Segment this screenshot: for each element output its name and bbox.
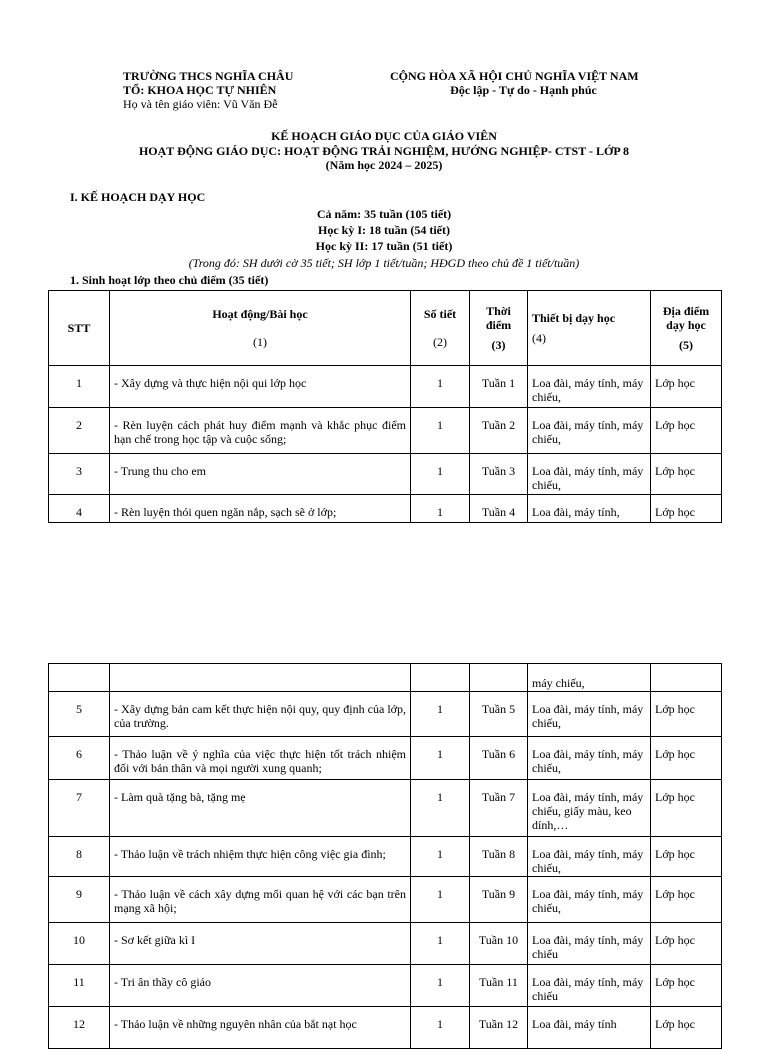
table-row: [49, 780, 722, 837]
cell-place: Lớp học: [651, 965, 722, 1007]
table-row: [49, 692, 722, 737]
header-place: Địa điểm dạy học (5): [651, 291, 722, 366]
term1-summary: Học kỳ I: 18 tuần (54 tiết): [318, 223, 450, 237]
cell-periods: 1: [411, 366, 470, 408]
year-summary: Cả năm: 35 tuần (105 tiết): [316, 207, 452, 221]
cell-equipment: Loa đài, máy tính, máy chiếu,: [528, 454, 651, 495]
teacher-name: Họ và tên giáo viên: Vũ Văn Đễ: [123, 97, 278, 111]
cell-time: Tuần 8: [470, 837, 528, 877]
cell-place: Lớp học: [651, 737, 722, 780]
cell-stt: 6: [49, 737, 110, 780]
cell-time: Tuần 5: [470, 692, 528, 737]
cell-equipment: Loa đài, máy tính, máy chiếu: [528, 965, 651, 1007]
cell-equipment: Loa đài, máy tính: [528, 1007, 651, 1049]
cell-time: Tuần 11: [470, 965, 528, 1007]
cell-time: Tuần 2: [470, 408, 528, 454]
nation-title: CỘNG HÒA XÃ HỘI CHỦ NGHĨA VIỆT NAM: [390, 69, 639, 83]
cell-place: Lớp học: [651, 837, 722, 877]
cell-stt: 11: [49, 965, 110, 1007]
department-name: TỔ: KHOA HỌC TỰ NHIÊN: [123, 83, 277, 97]
table-row: [49, 366, 722, 408]
cell-place: Lớp học: [651, 366, 722, 408]
cell-equipment: Loa đài, máy tính, máy chiếu,: [528, 692, 651, 737]
cell-time: Tuần 7: [470, 780, 528, 837]
cell-stt: 7: [49, 780, 110, 837]
cell-time: Tuần 9: [470, 877, 528, 923]
plan-table-page1: [48, 290, 722, 523]
cell-periods: 1: [411, 877, 470, 923]
cell-periods: 1: [411, 454, 470, 495]
cell-stt: 10: [49, 923, 110, 965]
cell-activity: - Thảo luận về trách nhiệm thực hiện công việc gia đình;: [110, 837, 411, 877]
table-row: [49, 877, 722, 923]
table-row: [49, 1007, 722, 1049]
motto: Độc lập - Tự do - Hạnh phúc: [450, 83, 597, 97]
cell-equipment: máy chiếu,: [528, 664, 651, 692]
table-row-continuation: [49, 664, 722, 692]
header-stt: STT: [49, 291, 110, 366]
cell-stt: 12: [49, 1007, 110, 1049]
cell-activity: - Tri ân thầy cô giáo: [110, 965, 411, 1007]
cell-periods: 1: [411, 408, 470, 454]
cell-equipment: Loa đài, máy tính, máy chiếu,: [528, 366, 651, 408]
header-activity: Hoạt động/Bài học (1): [110, 291, 411, 366]
doc-title-line3: (Năm học 2024 – 2025): [325, 158, 443, 172]
cell-place: Lớp học: [651, 495, 722, 523]
cell-equipment: Loa đài, máy tính, máy chiếu,: [528, 737, 651, 780]
term2-summary: Học kỳ II: 17 tuần (51 tiết): [315, 239, 453, 253]
cell-stt: 8: [49, 837, 110, 877]
section-heading: I. KẾ HOẠCH DẠY HỌC: [70, 190, 206, 204]
cell-place: Lớp học: [651, 692, 722, 737]
header-time: Thời điểm (3): [470, 291, 528, 366]
table-row: [49, 837, 722, 877]
plan-table-page2: [48, 663, 722, 1049]
cell-place: Lớp học: [651, 877, 722, 923]
cell-equipment: Loa đài, máy tính, máy chiếu,: [528, 408, 651, 454]
cell-equipment: Loa đài, máy tính, máy chiếu, giấy màu, keo dính,…: [528, 780, 651, 837]
cell-place: Lớp học: [651, 408, 722, 454]
cell-stt: 5: [49, 692, 110, 737]
cell-activity: - Xây dựng bản cam kết thực hiện nội quy, quy định của lớp, của trường.: [110, 692, 411, 737]
cell-time: Tuần 4: [470, 495, 528, 523]
cell-stt: 1: [49, 366, 110, 408]
subsection-heading: 1. Sinh hoạt lớp theo chủ điểm (35 tiết): [70, 273, 269, 287]
table-row: [49, 454, 722, 495]
cell-periods: 1: [411, 837, 470, 877]
cell-activity: - Thảo luận về những nguyên nhân của bắt nạt học: [110, 1007, 411, 1049]
cell-equipment: Loa đài, máy tính,: [528, 495, 651, 523]
cell-activity: - Trung thu cho em: [110, 454, 411, 495]
cell-activity: - Sơ kết giữa kì I: [110, 923, 411, 965]
cell-equipment: Loa đài, máy tính, máy chiếu,: [528, 837, 651, 877]
doc-title-line2: HOẠT ĐỘNG GIÁO DỤC: HOẠT ĐỘNG TRẢI NGHIỆM, HƯỚNG NGHIỆP- CTST - LỚP 8: [138, 144, 630, 158]
cell-place: Lớp học: [651, 454, 722, 495]
table-row: [49, 737, 722, 780]
cell-stt: 4: [49, 495, 110, 523]
cell-periods: 1: [411, 780, 470, 837]
cell-equipment: Loa đài, máy tính, máy chiếu: [528, 923, 651, 965]
cell-periods: 1: [411, 965, 470, 1007]
cell-stt: 2: [49, 408, 110, 454]
cell-time: Tuần 10: [470, 923, 528, 965]
cell-activity: - Rèn luyện cách phát huy điểm mạnh và khắc phục điểm hạn chế trong học tập và cuộc sống;: [110, 408, 411, 454]
cell-place: Lớp học: [651, 923, 722, 965]
cell-periods: 1: [411, 923, 470, 965]
period-note: (Trong đó: SH dưới cờ 35 tiết; SH lớp 1 tiết/tuần; HĐGD theo chủ đề 1 tiết/tuần): [188, 256, 580, 270]
header-periods: Số tiết (2): [411, 291, 470, 366]
cell-periods: 1: [411, 495, 470, 523]
cell-periods: 1: [411, 692, 470, 737]
doc-title-line1: KẾ HOẠCH GIÁO DỤC CỦA GIÁO VIÊN: [271, 129, 497, 143]
table-row: [49, 408, 722, 454]
cell-activity: - Rèn luyện thói quen ngăn nắp, sạch sẽ ở lớp;: [110, 495, 411, 523]
table-row: [49, 923, 722, 965]
cell-time: Tuần 6: [470, 737, 528, 780]
cell-stt: 3: [49, 454, 110, 495]
cell-periods: 1: [411, 1007, 470, 1049]
table-row: [49, 965, 722, 1007]
cell-place: Lớp học: [651, 1007, 722, 1049]
cell-activity: - Xây dựng và thực hiện nội qui lớp học: [110, 366, 411, 408]
cell-activity: - Thảo luận về cách xây dựng mối quan hệ với các bạn trên mạng xã hội;: [110, 877, 411, 923]
cell-place: Lớp học: [651, 780, 722, 837]
cell-stt: 9: [49, 877, 110, 923]
table-row: [49, 495, 722, 523]
cell-periods: 1: [411, 737, 470, 780]
school-name: TRƯỜNG THCS NGHĨA CHÂU: [123, 69, 294, 83]
cell-equipment: Loa đài, máy tính, máy chiếu,: [528, 877, 651, 923]
cell-time: Tuần 3: [470, 454, 528, 495]
cell-activity: - Thảo luận về ý nghĩa của việc thực hiện tốt trách nhiệm đối với bản thân và mọi người xung quanh;: [110, 737, 411, 780]
cell-time: Tuần 1: [470, 366, 528, 408]
cell-time: Tuần 12: [470, 1007, 528, 1049]
header-equipment: Thiết bị dạy học (4): [528, 291, 651, 366]
cell-activity: - Làm quà tặng bà, tặng mẹ: [110, 780, 411, 837]
